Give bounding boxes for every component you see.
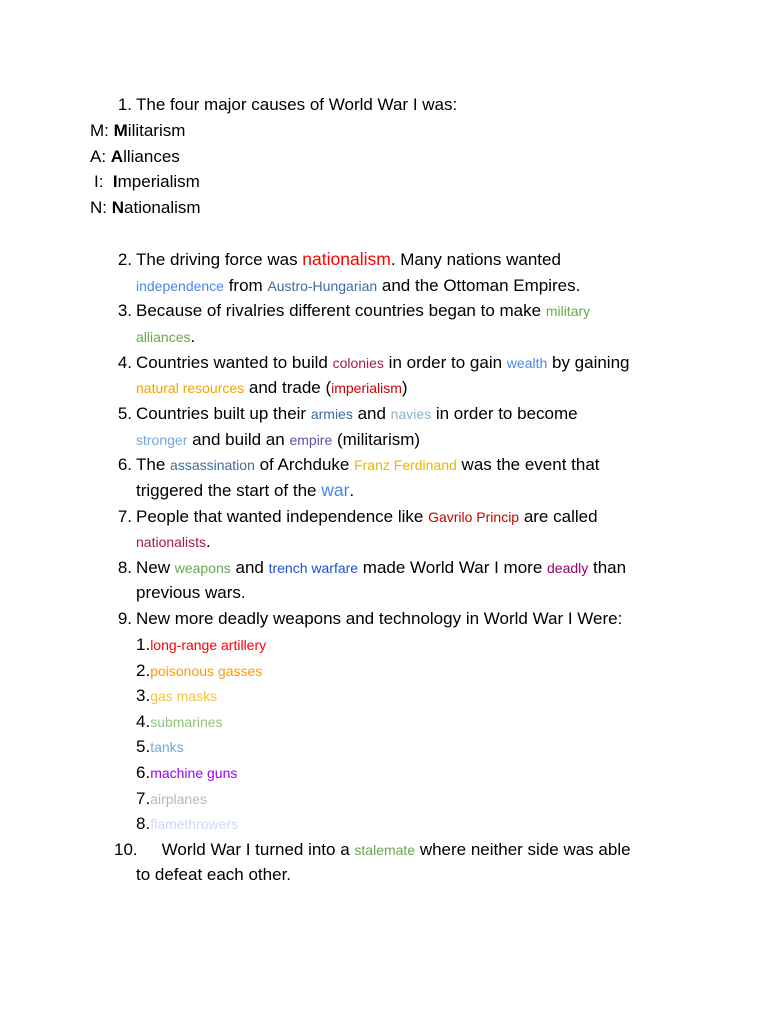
item-3-cont bbox=[136, 324, 195, 350]
item-8-cont bbox=[136, 580, 246, 605]
weapon-name: tanks bbox=[150, 739, 184, 755]
cause-initial: N bbox=[111, 198, 125, 217]
cause-prefix: I: bbox=[94, 172, 104, 191]
cause-initial: A bbox=[110, 147, 124, 166]
weapon-number: 2. bbox=[136, 661, 151, 680]
item-text: New bbox=[136, 558, 175, 577]
highlight-war: war bbox=[321, 480, 350, 500]
item-text: Countries wanted to build bbox=[136, 353, 333, 372]
item-text: than bbox=[588, 558, 627, 577]
item-text: triggered the start of the bbox=[136, 481, 322, 500]
item-number: 6. bbox=[117, 455, 132, 474]
weapon-number: 6. bbox=[136, 763, 151, 782]
cause-rest: ilitarism bbox=[127, 121, 186, 140]
weapon-item bbox=[136, 811, 238, 837]
item-text: The bbox=[136, 455, 171, 474]
cause-prefix: M: bbox=[90, 121, 109, 140]
weapon-name: submarines bbox=[150, 714, 223, 730]
highlight-navies: navies bbox=[390, 406, 432, 422]
weapon-number: 4. bbox=[136, 712, 151, 731]
weapon-number: 8. bbox=[136, 814, 151, 833]
weapon-item bbox=[136, 734, 184, 760]
cause-prefix: N: bbox=[90, 198, 107, 217]
item-text: previous wars. bbox=[136, 583, 246, 602]
highlight-imperialism: imperialism bbox=[331, 380, 402, 396]
highlight-nationalism: nationalism bbox=[302, 249, 391, 269]
item-text: People that wanted independence like bbox=[136, 507, 429, 526]
item-text: World War I turned into a bbox=[161, 840, 355, 859]
item-text: in order to gain bbox=[383, 353, 507, 372]
cause-prefix: A: bbox=[90, 147, 107, 166]
item-6-cont bbox=[136, 478, 354, 503]
item-text: to defeat each other. bbox=[136, 865, 292, 884]
item-text: and bbox=[352, 404, 391, 423]
item-text: (militarism) bbox=[332, 430, 421, 449]
item-text: made World War I more bbox=[358, 558, 548, 577]
item-text: by gaining bbox=[547, 353, 630, 372]
cause-rest: ationalism bbox=[124, 198, 201, 217]
weapon-name: airplanes bbox=[150, 791, 208, 807]
highlight-nationalists: nationalists bbox=[136, 534, 207, 550]
item-number: 5. bbox=[117, 404, 132, 423]
cause-initial: M bbox=[113, 121, 128, 140]
highlight-franz-ferdinand: Franz Ferdinand bbox=[354, 457, 457, 473]
item-number: 10. bbox=[114, 840, 138, 859]
highlight-alliances: alliances bbox=[136, 329, 191, 345]
weapon-item bbox=[136, 760, 237, 786]
item-4-cont bbox=[136, 375, 408, 401]
highlight-stalemate: stalemate bbox=[354, 842, 416, 858]
weapon-item bbox=[136, 683, 217, 709]
item-number: 2. bbox=[117, 250, 132, 269]
item-number: 4. bbox=[117, 353, 132, 372]
weapon-name: flamethrowers bbox=[150, 816, 239, 832]
item-text: and the Ottoman Empires. bbox=[377, 276, 581, 295]
item-text: in order to become bbox=[431, 404, 578, 423]
item-text: Countries built up their bbox=[136, 404, 311, 423]
item-text: . bbox=[206, 532, 211, 551]
item-text: of Archduke bbox=[254, 455, 355, 474]
highlight-independence: independence bbox=[136, 278, 224, 294]
item-9 bbox=[109, 606, 622, 631]
highlight-military: military bbox=[545, 303, 591, 319]
highlight-assassination: assassination bbox=[170, 457, 255, 473]
weapon-name: gas masks bbox=[150, 688, 218, 704]
highlight-trench-warfare: trench warfare bbox=[268, 560, 359, 576]
item-text: . bbox=[190, 327, 196, 346]
item-10 bbox=[114, 837, 631, 863]
cause-alliances bbox=[90, 144, 180, 169]
item-number: 1. bbox=[117, 95, 132, 114]
item-6 bbox=[109, 452, 600, 478]
weapon-item bbox=[136, 786, 207, 812]
weapon-name: machine guns bbox=[150, 765, 238, 781]
highlight-armies: armies bbox=[310, 406, 353, 422]
item-text: Because of rivalries different countries began to make bbox=[136, 301, 546, 320]
cause-initial: I bbox=[112, 172, 118, 191]
highlight-austro-hungarian: Austro-Hungarian bbox=[267, 278, 378, 294]
cause-rest: lliances bbox=[123, 147, 180, 166]
cause-rest: mperialism bbox=[117, 172, 200, 191]
item-8 bbox=[109, 555, 626, 581]
item-5 bbox=[109, 401, 578, 427]
weapon-item bbox=[136, 709, 223, 735]
item-number: 7. bbox=[117, 507, 132, 526]
weapon-number: 3. bbox=[136, 686, 151, 705]
item-text: The four major causes of World War I was: bbox=[136, 95, 458, 114]
item-text: ) bbox=[401, 378, 408, 397]
weapon-name: long-range artillery bbox=[150, 637, 267, 653]
item-number: 8. bbox=[117, 558, 132, 577]
highlight-stronger: stronger bbox=[136, 432, 188, 448]
cause-imperialism bbox=[94, 169, 200, 194]
item-2 bbox=[109, 247, 561, 272]
item-text: where neither side was able bbox=[415, 840, 631, 859]
cause-militarism bbox=[90, 118, 185, 143]
highlight-empire: empire bbox=[289, 432, 333, 448]
item-4 bbox=[109, 350, 630, 376]
highlight-colonies: colonies bbox=[332, 355, 384, 371]
highlight-weapons: weapons bbox=[174, 560, 231, 576]
item-text: The driving force was bbox=[136, 250, 303, 269]
item-3 bbox=[109, 298, 590, 324]
item-text: . Many nations wanted bbox=[390, 250, 561, 269]
item-2-cont bbox=[136, 273, 580, 299]
item-1 bbox=[109, 92, 457, 117]
item-text: . bbox=[349, 481, 355, 500]
item-5-cont bbox=[136, 427, 420, 453]
item-10-cont bbox=[136, 862, 291, 887]
highlight-natural-resources: natural resources bbox=[136, 380, 245, 396]
cause-nationalism bbox=[90, 195, 201, 220]
highlight-deadly: deadly bbox=[547, 560, 589, 576]
item-text: New more deadly weapons and technology in World War I Were: bbox=[136, 609, 623, 628]
item-text: are called bbox=[519, 507, 598, 526]
highlight-gavrilo-princip: Gavrilo Princip bbox=[428, 509, 520, 525]
item-text: from bbox=[223, 276, 268, 295]
weapon-number: 1. bbox=[136, 635, 151, 654]
weapon-item bbox=[136, 658, 262, 684]
highlight-wealth: wealth bbox=[506, 355, 548, 371]
item-text: and bbox=[230, 558, 269, 577]
item-7 bbox=[109, 504, 598, 530]
item-7-cont bbox=[136, 529, 211, 555]
item-number: 9. bbox=[117, 609, 132, 628]
item-text: and trade ( bbox=[244, 378, 332, 397]
item-text: was the event that bbox=[456, 455, 600, 474]
weapon-name: poisonous gasses bbox=[150, 663, 263, 679]
item-number: 3. bbox=[117, 301, 132, 320]
item-text: and build an bbox=[187, 430, 290, 449]
weapon-number: 7. bbox=[136, 789, 151, 808]
weapon-item bbox=[136, 632, 266, 658]
weapon-number: 5. bbox=[136, 737, 151, 756]
